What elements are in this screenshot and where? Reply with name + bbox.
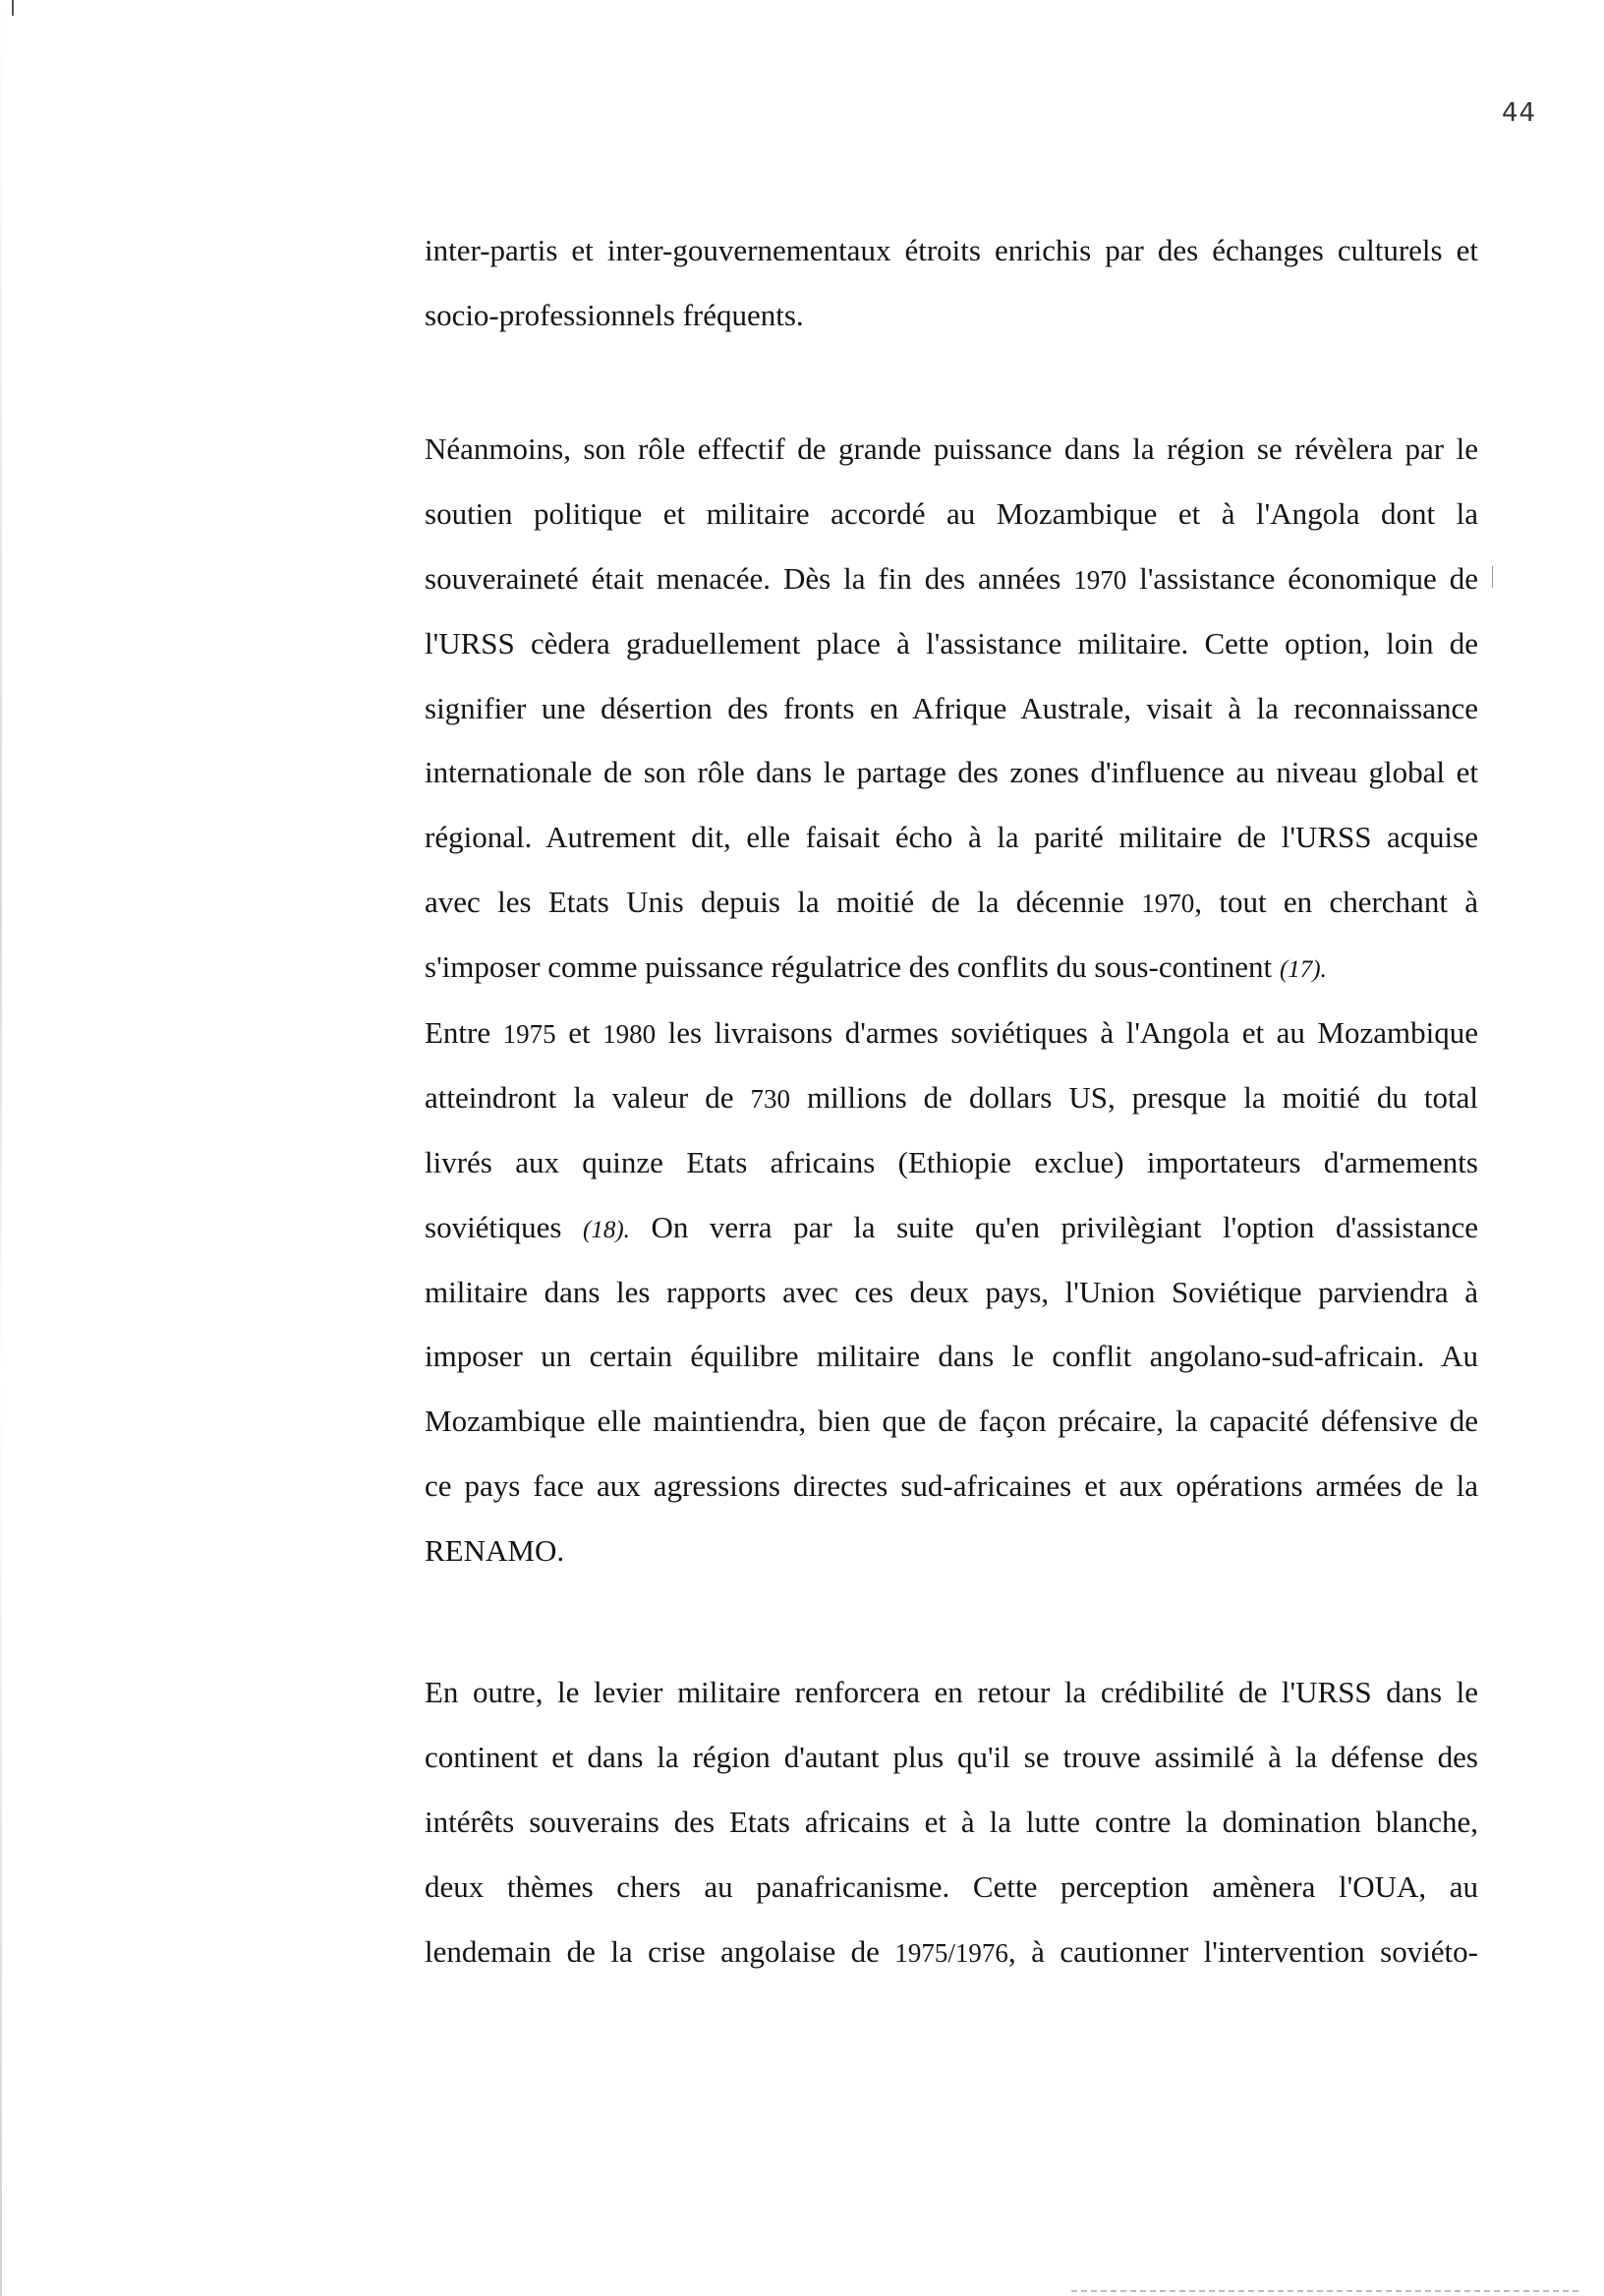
text-line: militaire dans les rapports avec ces deux pays, l'Union Soviétique parviendra à: [425, 1274, 1478, 1309]
year-number: 1970: [1141, 889, 1195, 919]
text-segment: , tout en cherchant à: [1194, 885, 1479, 920]
text-line: Mozambique elle maintiendra, bien que de façon précaire, la capacité défensive de: [425, 1404, 1478, 1439]
text-line: [425, 546, 1478, 611]
year-number: 1975: [502, 1019, 556, 1049]
text-segment: soviétiques: [425, 1209, 584, 1244]
text-line: [425, 870, 1478, 935]
text-line: l'URSS cèdera graduellement place à l'assistance militaire. Cette option, loin de: [425, 625, 1478, 660]
footnote-reference: (18).: [583, 1216, 630, 1243]
paragraph-3: [425, 1001, 1478, 1583]
text-segment: et: [555, 1015, 603, 1050]
scan-edge-left: [0, 0, 2, 2296]
text-line: [425, 935, 1478, 1000]
text-line: livrés aux quinze Etats africains (Ethiopie exclue) importateurs d'armements: [425, 1144, 1478, 1179]
text-segment: souveraineté était menacée. Dès la fin des années: [425, 560, 1074, 596]
text-segment: millions de dollars US, presque la moitié du total: [790, 1079, 1478, 1115]
text-line: internationale de son rôle dans le partage des zones d'influence au niveau global et: [425, 755, 1478, 790]
text-line: inter-partis et inter-gouvernementaux étroits enrichis par des échanges culturels et: [425, 233, 1478, 267]
scan-artifact-mark: [0, 0, 14, 16]
scan-artifact-tick: [1492, 566, 1493, 588]
text-segment: atteindront la valeur de: [425, 1079, 751, 1115]
text-line: ce pays face aux agressions directes sud-africaines et aux opérations armées de la: [425, 1468, 1478, 1504]
text-segment: s'imposer comme puissance régulatrice des conflits du sous-continent: [425, 949, 1280, 985]
footnote-reference: (17).: [1279, 956, 1327, 984]
page-number: 44: [1502, 98, 1537, 128]
year-number: 1980: [602, 1019, 657, 1049]
text-line: [425, 1920, 1478, 1984]
text-line: intérêts souverains des Etats africains et à la lutte contre la domination blanche,: [425, 1804, 1478, 1839]
text-line: [425, 1001, 1478, 1065]
paragraph-1: [425, 218, 1478, 348]
text-segment: On verra par la suite qu'en privilègiant l'option d'assistance: [629, 1209, 1478, 1244]
year-number: 1975/1976: [894, 1937, 1008, 1968]
text-segment: Entre: [425, 1015, 503, 1050]
text-segment: , à cautionner l'intervention soviéto-: [1007, 1933, 1478, 1969]
text-line: En outre, le levier militaire renforcera en retour la crédibilité de l'URSS dans le: [425, 1675, 1478, 1709]
text-line: socio-professionnels fréquents.: [425, 297, 804, 332]
text-line: deux thèmes chers au panafricanisme. Cette perception amènera l'OUA, au: [425, 1868, 1478, 1904]
text-line: Néanmoins, son rôle effectif de grande puissance dans la région se révèlera par le: [425, 431, 1478, 466]
scan-edge-bottom: [1071, 2290, 1582, 2292]
amount-number: 730: [750, 1083, 790, 1114]
text-line: [425, 1065, 1478, 1130]
text-line: [425, 1195, 1478, 1260]
text-line: RENAMO.: [425, 1533, 565, 1569]
text-line: continent et dans la région d'autant plus qu'il se trouve assimilé à la défense des: [425, 1739, 1478, 1774]
text-segment: les livraisons d'armes soviétiques à l'Angola et au Mozambique: [656, 1015, 1478, 1050]
year-number: 1970: [1073, 564, 1127, 595]
text-segment: lendemain de la crise angolaise de: [425, 1933, 895, 1969]
text-segment: avec les Etats Unis depuis la moitié de la décennie: [425, 885, 1142, 920]
text-line: imposer un certain équilibre militaire dans le conflit angolano-sud-africain. Au: [425, 1339, 1478, 1374]
text-segment: l'assistance économique de: [1126, 560, 1478, 596]
paragraph-4: [425, 1660, 1478, 1983]
text-line: signifier une désertion des fronts en Afrique Australe, visait à la reconnaissance: [425, 690, 1478, 725]
text-line: régional. Autrement dit, elle faisait écho à la parité militaire de l'URSS acquise: [425, 820, 1478, 855]
text-line: soutien politique et militaire accordé au Mozambique et à l'Angola dont la: [425, 495, 1478, 531]
paragraph-2: [425, 417, 1478, 1000]
